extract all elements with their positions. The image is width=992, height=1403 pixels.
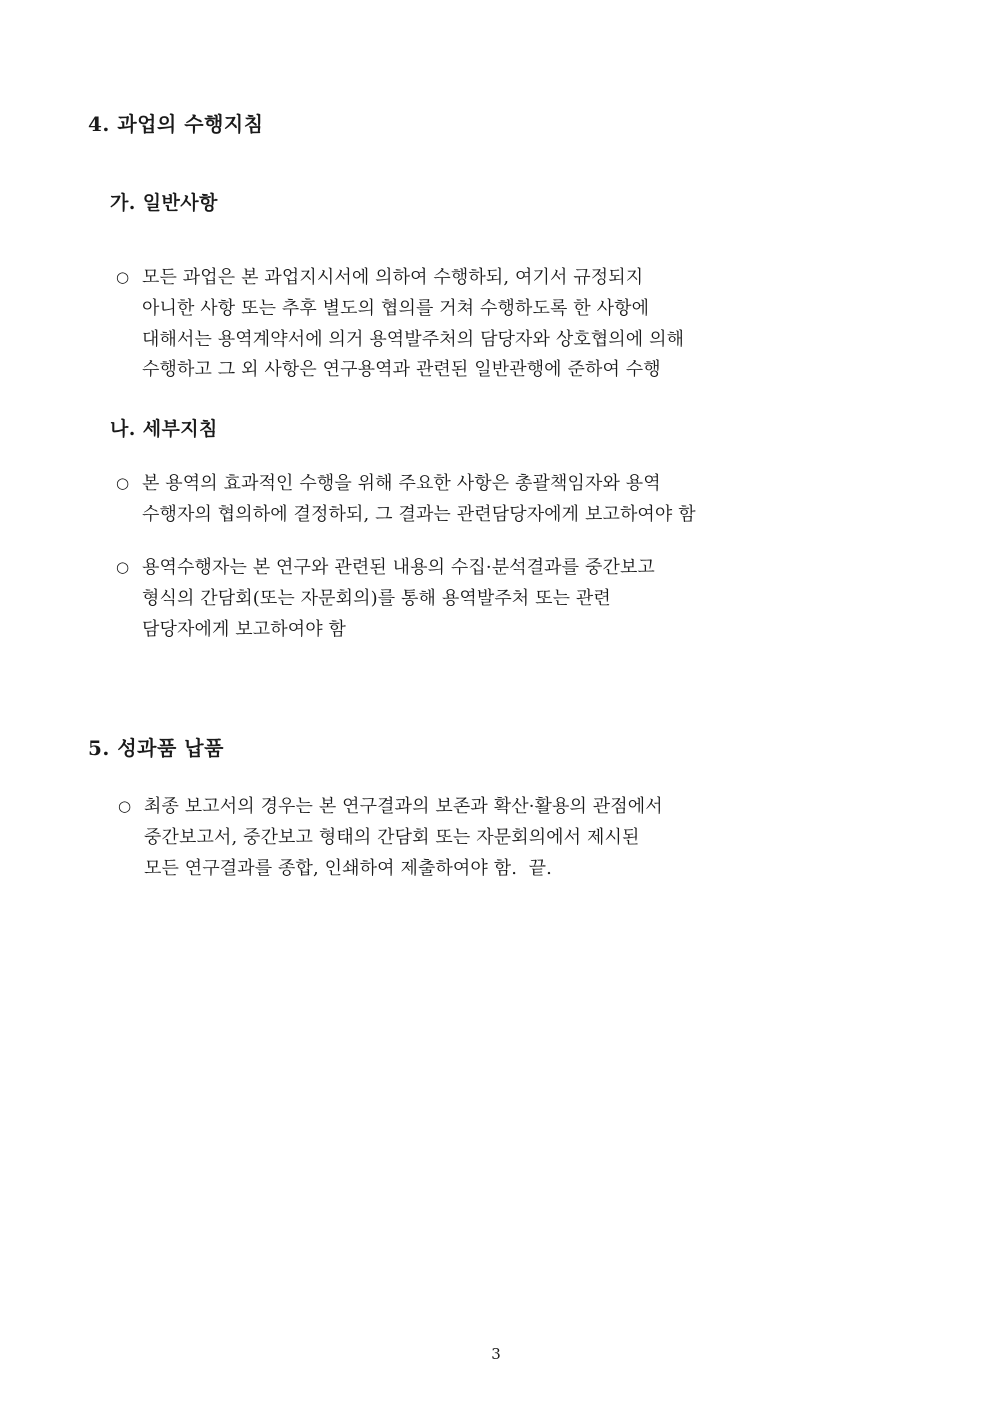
bullet-line: 수행자의 협의하에 결정하되, 그 결과는 관련담당자에게 보고하여야 함 bbox=[142, 503, 696, 525]
bullet-line: 형식의 간담회(또는 자문회의)를 통해 용역발주처 또는 관련 bbox=[142, 587, 611, 609]
bullet-marker-icon: ○ bbox=[116, 267, 130, 286]
spacer bbox=[88, 443, 897, 469]
spacer bbox=[88, 138, 897, 190]
section-heading-4: 4. 과업의 수행지침 bbox=[88, 112, 264, 136]
bullet-text bbox=[142, 553, 897, 646]
bullet-marker-icon: ○ bbox=[116, 474, 130, 492]
bullet-item bbox=[88, 792, 897, 885]
spacer bbox=[88, 386, 897, 416]
subsection-heading-4-na: 나. 세부지침 bbox=[110, 418, 218, 441]
page-number: 3 bbox=[491, 1345, 501, 1363]
subsection-heading-4-ga: 가. 일반사항 bbox=[110, 192, 218, 214]
bullet-text bbox=[144, 792, 897, 885]
bullet-line: 최종 보고서의 경우는 본 연구결과의 보존과 확산·활용의 관점에서 bbox=[144, 795, 663, 817]
bullet-line: 용역수행자는 본 연구와 관련된 내용의 수집·분석결과를 중간보고 bbox=[142, 556, 655, 578]
spacer bbox=[88, 531, 897, 553]
bullet-text bbox=[142, 263, 897, 387]
spacer bbox=[88, 217, 897, 263]
bullet-item bbox=[88, 553, 897, 646]
section-heading-5: 5. 성과품 납품 bbox=[88, 735, 224, 760]
bullet-text bbox=[142, 469, 897, 531]
bullet-item bbox=[88, 469, 897, 531]
bullet-line: 아니한 사항 또는 추후 별도의 협의를 거쳐 수행하도록 한 사항에 bbox=[142, 297, 650, 319]
bullet-line: 수행하고 그 외 사항은 연구용역과 관련된 일반관행에 준하여 수행 bbox=[142, 359, 661, 381]
bullet-line: 중간보고서, 중간보고 형태의 간담회 또는 자문회의에서 제시된 bbox=[144, 826, 640, 848]
spacer bbox=[88, 646, 897, 734]
bullet-marker-icon: ○ bbox=[116, 557, 130, 576]
bullet-marker-icon: ○ bbox=[118, 796, 132, 815]
bullet-line: 모든 연구결과를 종합, 인쇄하여 제출하여야 함. 끝. bbox=[144, 857, 552, 879]
bullet-line: 모든 과업은 본 과업지시서에 의하여 수행하되, 여기서 규정되지 bbox=[142, 266, 644, 288]
bullet-item bbox=[88, 263, 897, 387]
bullet-line: 대해서는 용역계약서에 의거 용역발주처의 담당자와 상호협의에 의해 bbox=[142, 328, 685, 350]
bullet-line: 본 용역의 효과적인 수행을 위해 주요한 사항은 총괄책임자와 용역 bbox=[142, 473, 661, 494]
spacer bbox=[88, 762, 897, 792]
bullet-line: 담당자에게 보고하여야 함 bbox=[142, 618, 347, 640]
